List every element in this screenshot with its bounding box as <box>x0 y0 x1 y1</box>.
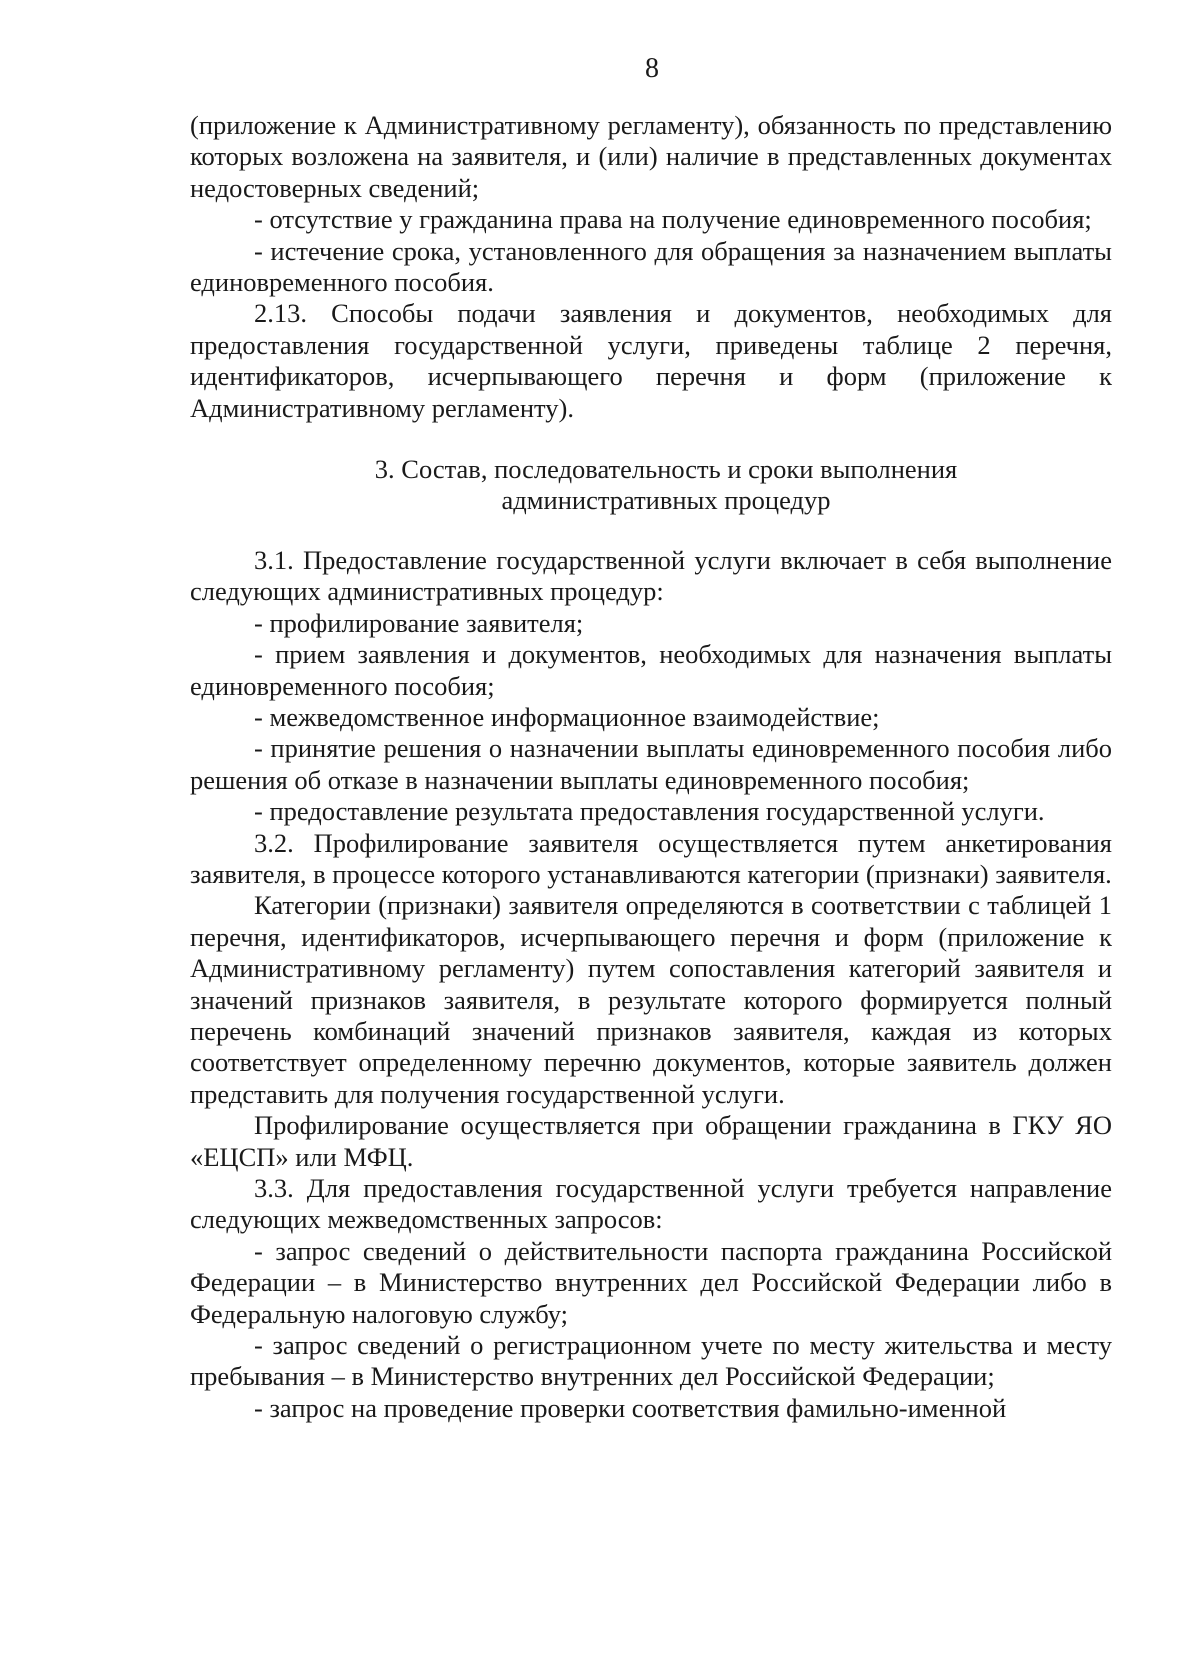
list-item-reception: - прием заявления и документов, необходимых для назначения выплаты единовременного пособия; <box>190 639 1112 701</box>
section-title-line-1: 3. Состав, последовательность и сроки выполнения <box>374 454 958 485</box>
list-item-no-right: - отсутствие у гражданина права на получение единовременного пособия; <box>254 204 1092 235</box>
section-spacer <box>190 424 1112 454</box>
paragraph-3-3: 3.3. Для предоставления государственной услуги требуется направление следующих межведомственных запросов: <box>190 1173 1112 1235</box>
list-item-decision: - принятие решения о назначении выплаты единовременного пособия либо решения об отказе в назначении выплаты единовременного пособия; <box>190 733 1112 795</box>
paragraph-profiling-where: Профилирование осуществляется при обращении гражданина в ГКУ ЯО «ЕЦСП» или МФЦ. <box>190 1110 1112 1172</box>
list-item-deadline-expired: - истечение срока, установленного для обращения за назначением выплаты единовременного пособия. <box>190 235 1112 298</box>
list-item-profiling: - профилирование заявителя; <box>254 607 584 638</box>
paragraph-3-1: 3.1. Предоставление государственной услуги включает в себя выполнение следующих административных процедур: <box>190 544 1112 607</box>
list-item-interagency: - межведомственное информационное взаимодействие; <box>254 701 880 732</box>
list-item-result: - предоставление результата предоставления государственной услуги. <box>254 796 1045 827</box>
list-item-passport-request: - запрос сведений о действительности паспорта гражданина Российской Федерации – в Министерство внутренних дел Российской Федерации либо в Федеральную налоговую службу; <box>190 1235 1112 1329</box>
paragraph-continuation: (приложение к Административному регламенту), обязанность по представлению которых возложена на заявителя, и (или) наличие в представленных документах недостоверных сведений; <box>190 110 1112 203</box>
document-body <box>190 110 1112 1424</box>
section-title-line-2: административных процедур <box>501 485 831 516</box>
paragraph-2-13: 2.13. Способы подачи заявления и документов, необходимых для предоставления государственной услуги, приведены таблице 2 перечня, идентификаторов, исчерпывающего перечня и форм (приложение к Административному регламенту). <box>190 298 1112 423</box>
page-number: 8 <box>645 53 659 84</box>
paragraph-categories: Категории (признаки) заявителя определяются в соответствии с таблицей 1 перечня, идентификаторов, исчерпывающего перечня и форм (приложение к Административному регламенту) путем сопоставления категорий заявителя и значений признаков заявителя, в результате которого формируется полный перечень комбинаций значений признаков заявителя, каждая из которых соответствует определенному перечню документов, которые заявитель должен представить для получения государственной услуги. <box>190 890 1112 1109</box>
section-spacer <box>190 517 1112 545</box>
list-item-registration-request: - запрос сведений о регистрационном учете по месту жительства и месту пребывания – в Министерство внутренних дел Российской Федерации; <box>190 1330 1112 1392</box>
paragraph-3-2: 3.2. Профилирование заявителя осуществляется путем анкетирования заявителя, в процессе которого устанавливаются категории (признаки) заявителя. <box>190 827 1112 889</box>
list-item-name-check-request: - запрос на проведение проверки соответствия фамильно-именной <box>254 1392 1007 1423</box>
